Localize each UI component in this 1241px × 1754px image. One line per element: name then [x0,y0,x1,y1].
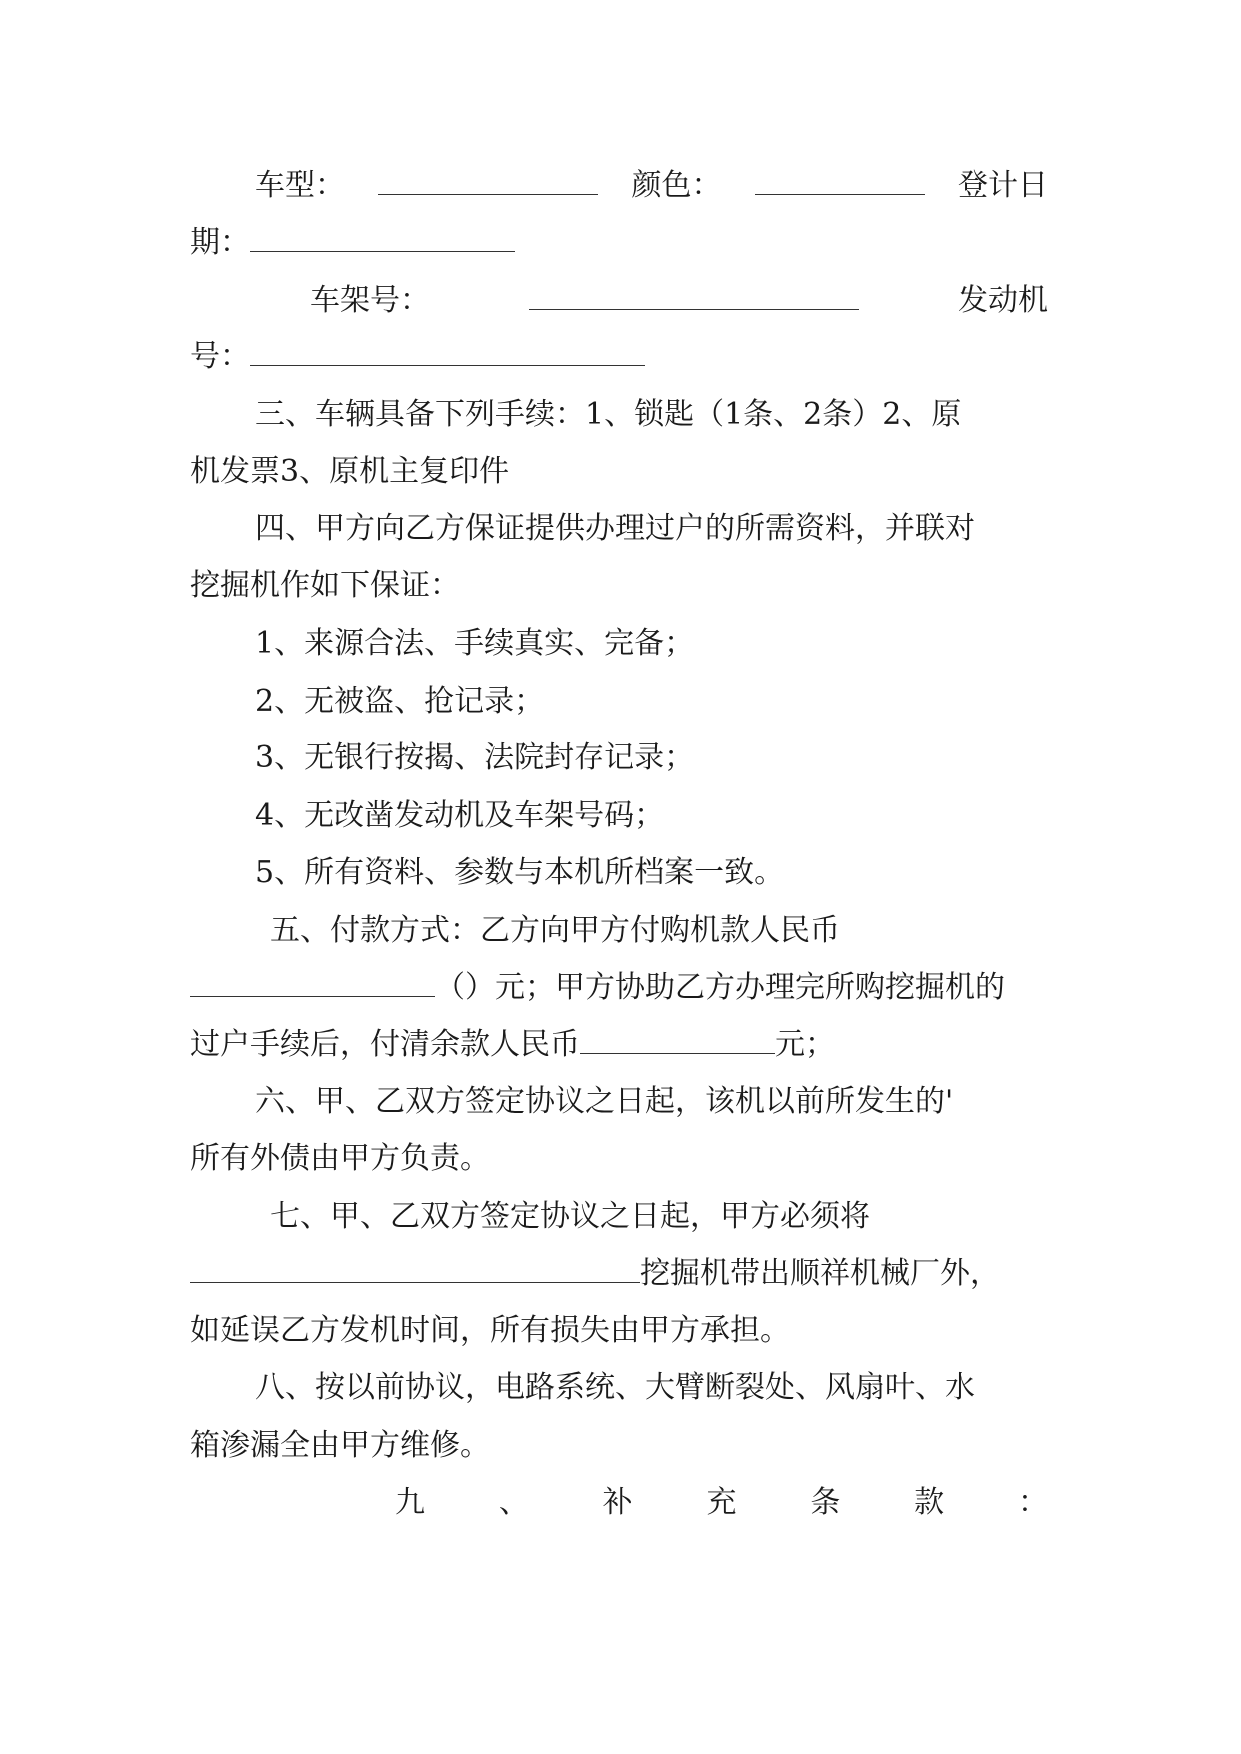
clause7-line1: 七、甲、乙双方签定协议之日起，甲方必须将 [270,1199,870,1234]
frame-no-label: 车架号： [310,283,430,318]
color-label: 颜色： [631,168,722,203]
reg-date-line [190,223,1048,263]
clause7-line3: 如延误乙方发机时间，所有损失由甲方承担。 [190,1313,790,1348]
balance-amount-blank [580,1025,775,1054]
clause8-line2: 箱渗漏全由甲方维修。 [190,1428,490,1463]
clause5-line3-suffix: 元； [775,1027,835,1062]
clause7-line2 [190,1254,1048,1294]
model-label: 车型： [255,168,345,203]
clause4-line1: 四、甲方向乙方保证提供办理过户的所需资料，并联对 [255,511,975,546]
clause6-line1: 六、甲、乙双方签定协议之日起，该机以前所发生的' [255,1084,954,1119]
excavator-blank [190,1254,640,1283]
clause4-item-1: 1、来源合法、手续真实、完备； [255,626,695,661]
clause9-char: 补 [602,1485,633,1520]
clause9-char: 、 [498,1485,529,1520]
clause9-char: 充 [706,1485,737,1520]
clause9-char: ： [1017,1485,1048,1520]
clause4-item-5: 5、所有资料、参数与本机所档案一致。 [255,855,785,890]
clause5-line2-text: （）元；甲方协助乙方办理完所购挖掘机的 [435,970,1005,1005]
engine-no-label: 发动机 [958,283,1048,318]
frame-engine-line [310,281,1048,321]
clause3-line2: 机发票3、原机主复印件 [190,454,510,489]
clause5-line2 [190,968,1048,1008]
vehicle-model-color-line [255,166,1048,206]
clause4-item-3: 3、无银行按揭、法院封存记录； [255,740,695,775]
frame-no-blank [529,281,859,310]
reg-date-label: 登计日 [958,168,1048,203]
clause4-item-4: 4、无改凿发动机及车架号码； [255,798,665,833]
clause5-line3 [190,1025,1048,1065]
color-blank [755,166,925,195]
reg-date-blank [250,223,515,252]
clause8-line1: 八、按以前协议，电路系统、大臂断裂处、风扇叶、水 [255,1370,975,1405]
model-blank [378,166,598,195]
clause9-char: 条 [810,1485,841,1520]
clause4-line2: 挖掘机作如下保证： [190,568,460,603]
payment-amount-blank [190,968,435,997]
clause5-line3-prefix: 过户手续后，付清余款人民币 [190,1027,580,1062]
engine-no-label-cont: 号： [190,339,250,374]
clause6-line2: 所有外债由甲方负责。 [190,1141,490,1176]
clause9-char: 款 [914,1485,945,1520]
clause3-line1: 三、车辆具备下列手续：1、锁匙（1条、2条）2、原 [255,397,962,432]
clause9-char: 九 [395,1485,425,1520]
reg-date-label-cont: 期： [190,225,250,260]
engine-no-line [190,337,1048,377]
clause7-line2-text: 挖掘机带出顺祥机械厂外， [640,1256,1000,1291]
clause4-item-2: 2、无被盗、抢记录； [255,684,545,719]
engine-no-blank [250,337,645,366]
clause5-line1: 五、付款方式：乙方向甲方付购机款人民币 [270,913,840,948]
clause9-heading [395,1483,1048,1523]
